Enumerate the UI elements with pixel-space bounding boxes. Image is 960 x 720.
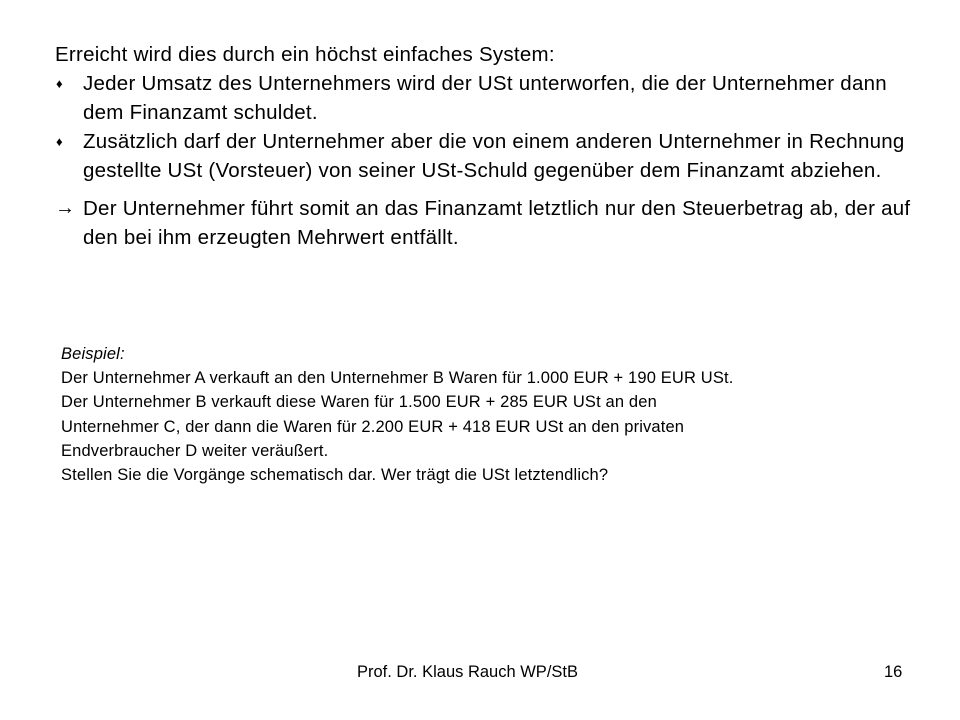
conclusion xyxy=(55,194,915,252)
page-number: 16 xyxy=(884,663,903,681)
intro-text: Erreicht wird dies durch ein höchst einfaches System: xyxy=(55,43,555,66)
footer-author: Prof. Dr. Klaus Rauch WP/StB xyxy=(357,663,578,681)
conclusion-text: Der Unternehmer führt somit an das Finanzamt letztlich nur den Steuerbetrag ab, der auf den bei ihm erzeugten Mehrwert entfällt. xyxy=(83,197,911,249)
example-heading: Beispiel: xyxy=(61,345,125,363)
example-question: Stellen Sie die Vorgänge schematisch dar. Wer trägt die USt letztendlich? xyxy=(61,466,609,485)
bullet-item xyxy=(55,69,915,127)
example-line: Endverbraucher D weiter veräußert. xyxy=(61,441,329,460)
example-line: Unternehmer C, der dann die Waren für 2.200 EUR + 418 EUR USt an den privaten xyxy=(61,417,685,436)
example-line: Der Unternehmer B verkauft diese Waren für 1.500 EUR + 285 EUR USt an den xyxy=(61,393,657,412)
diamond-bullet-icon: ♦ xyxy=(56,134,63,149)
bullet-list xyxy=(55,69,915,185)
arrow-right-icon: → xyxy=(55,197,76,219)
example-line: Der Unternehmer A verkauft an den Unternehmer B Waren für 1.000 EUR + 190 EUR USt. xyxy=(61,369,734,388)
bullet-text: Jeder Umsatz des Unternehmers wird der USt unterworfen, die der Unternehmer dann dem Finanzamt schuldet. xyxy=(83,72,887,124)
bullet-item xyxy=(55,127,915,185)
diamond-bullet-icon: ♦ xyxy=(56,76,63,91)
main-content xyxy=(55,40,915,252)
example-box xyxy=(61,342,931,487)
bullet-text: Zusätzlich darf der Unternehmer aber die von einem anderen Unternehmer in Rechnung gestellte USt (Vorsteuer) von seiner USt-Schuld gegenüber dem Finanzamt abziehen. xyxy=(83,130,905,182)
